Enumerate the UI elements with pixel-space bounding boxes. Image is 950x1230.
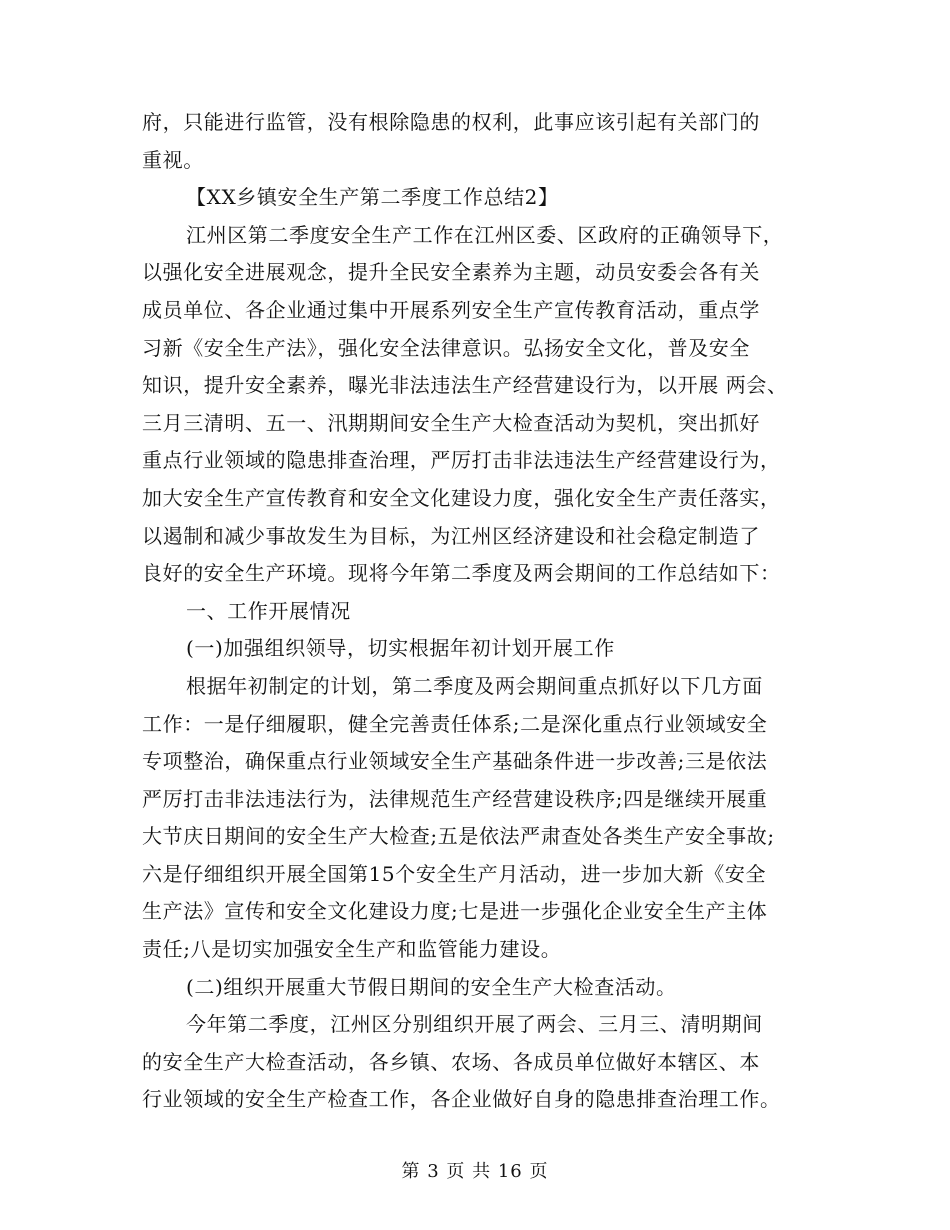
text-line: 今年第二季度，江州区分别组织开展了两会、三月三、清明期间 [186, 1012, 763, 1037]
text-line: 加大安全生产宣传教育和安全文化建设力度，强化安全生产责任落实， [142, 485, 781, 510]
text-line: 六是仔细组织开展全国第15个安全生产月活动，进一步加大新《安全 [142, 861, 767, 886]
text-line: 三月三清明、五一、汛期期间安全生产大检查活动为契机，突出抓好 [142, 410, 760, 435]
document-body [142, 104, 822, 1119]
text-line: 以强化安全进展观念，提升全民安全素养为主题，动员安委会各有关 [142, 260, 760, 285]
text-line: 生产法》宣传和安全文化建设力度;七是进一步强化企业安全生产主体 [142, 899, 768, 924]
page-number: 第 3 页 共 16 页 [401, 1161, 549, 1182]
text-line: (一)加强组织领导，切实根据年初计划开展工作 [186, 636, 615, 661]
text-line: 良好的安全生产环境。现将今年第二季度及两会期间的工作总结如下： [142, 561, 781, 586]
text-line: 的安全生产大检查活动，各乡镇、农场、各成员单位做好本辖区、本 [142, 1049, 760, 1074]
text-line: 江州区第二季度安全生产工作在江州区委、区政府的正确领导下， [186, 222, 784, 247]
text-line: 习新《安全生产法》，强化安全法律意识。弘扬安全文化，普及安全 [142, 335, 750, 360]
page-footer [0, 1157, 950, 1183]
text-line: 知识，提升安全素养，曝光非法违法生产经营建设行为，以开展 两会、 [142, 373, 788, 398]
text-line: 大节庆日期间的安全生产大检查;五是依法严肃查处各类生产安全事故; [142, 824, 775, 849]
text-line: 严厉打击非法违法行为，法律规范生产经营建设秩序;四是继续开展重 [142, 786, 768, 811]
text-line: (二)组织开展重大节假日期间的安全生产大检查活动。 [186, 974, 677, 999]
text-line: 责任;八是切实加强安全生产和监管能力建设。 [142, 937, 562, 962]
text-line: 工作：一是仔细履职，健全完善责任体系;二是深化重点行业领域安全 [142, 711, 768, 736]
text-line: 重点行业领域的隐患排查治理，严厉打击非法违法生产经营建设行为， [142, 448, 781, 473]
text-line: 一、工作开展情况 [186, 598, 351, 623]
text-line: 以遏制和减少事故发生为目标，为江州区经济建设和社会稳定制造了 [142, 523, 760, 548]
text-line: 行业领域的安全生产检查工作，各企业做好自身的隐患排查治理工作。 [142, 1087, 781, 1112]
text-line: 【XX乡镇安全生产第二季度工作总结2】 [186, 185, 559, 210]
text-line: 专项整治，确保重点行业领域安全生产基础条件进一步改善;三是依法 [142, 749, 768, 774]
text-line: 根据年初制定的计划，第二季度及两会期间重点抓好以下几方面 [186, 673, 763, 698]
text-line: 府，只能进行监管，没有根除隐患的权利，此事应该引起有关部门的 [142, 110, 760, 134]
text-line: 成员单位、各企业通过集中开展系列安全生产宣传教育活动，重点学 [142, 297, 760, 322]
text-line: 重视。 [142, 147, 204, 172]
